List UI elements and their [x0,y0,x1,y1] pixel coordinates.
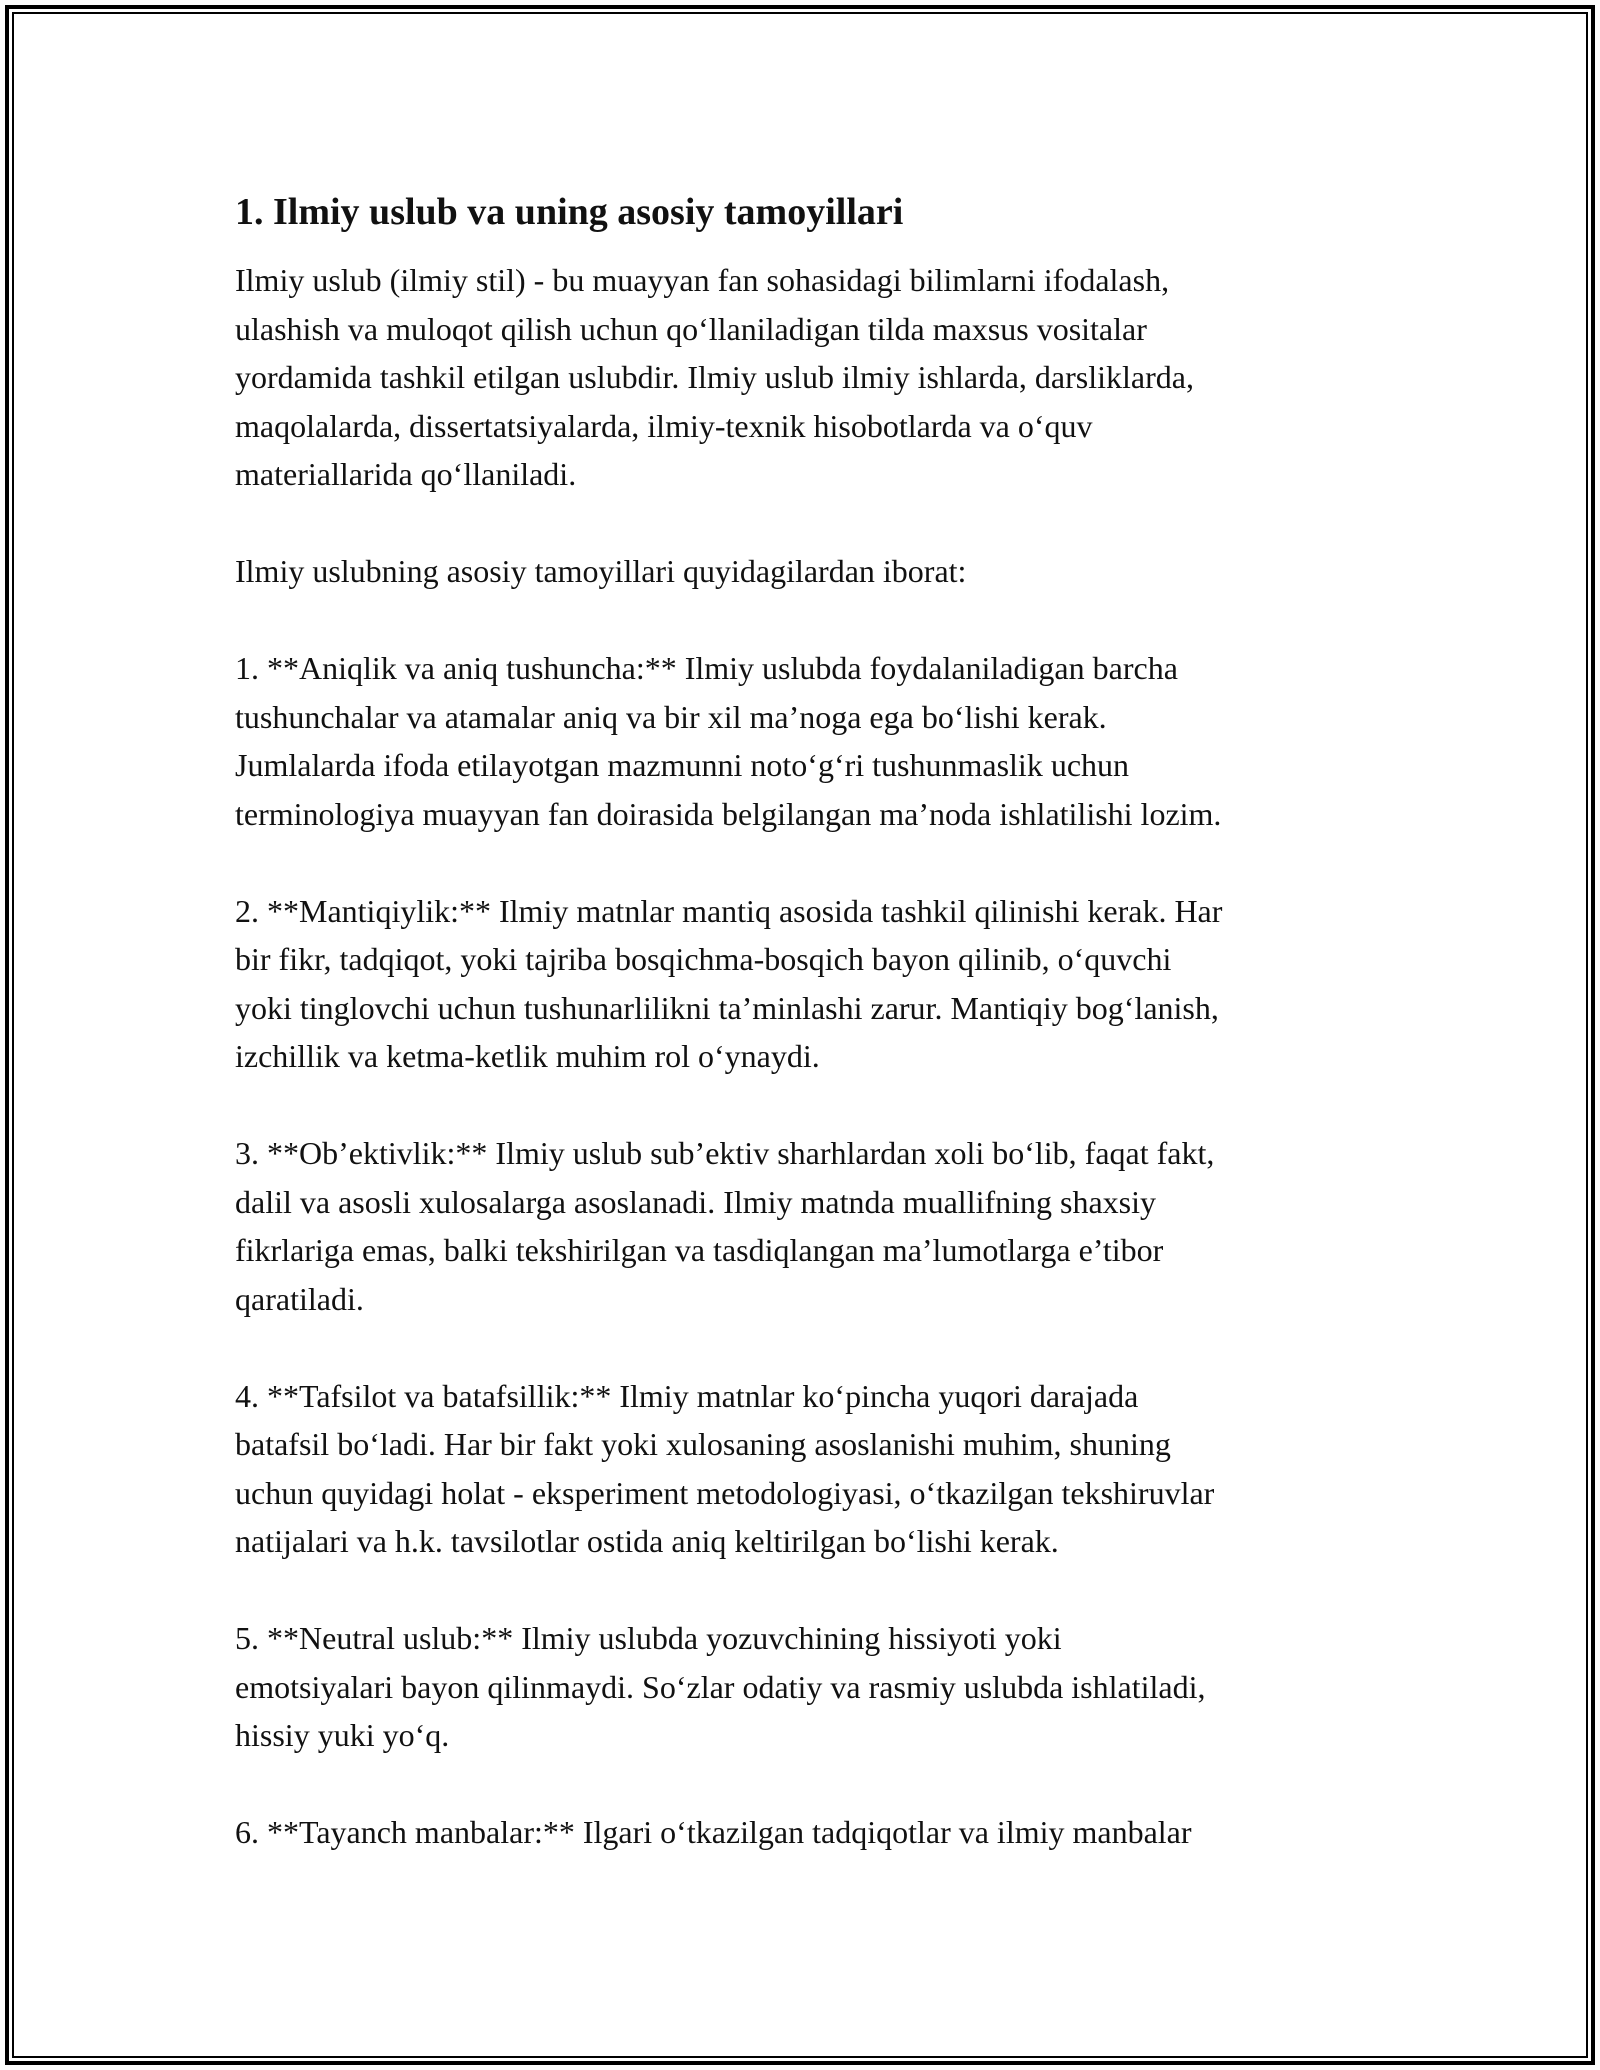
principle-6-paragraph: 6. **Tayanch manbalar:** Ilgari o‘tkazilgan tadqiqotlar va ilmiy manbalar [235,1814,1192,1850]
principle-1-paragraph: 1. **Aniqlik va aniq tushuncha:** Ilmiy uslubda foydalaniladigan barcha tushunchalar va atamalar aniq va bir xil ma’noga ega bo‘lishi kerak. Jumlalarda ifoda etilayotgan mazmunni noto‘g‘ri tushunmaslik uchun terminologiya muayyan fan doirasida belgilangan ma’noda ishlatilishi lozim. [235,650,1222,832]
principle-4-paragraph: 4. **Tafsilot va batafsillik:** Ilmiy matnlar ko‘pincha yuqori darajada batafsil bo‘ladi. Har bir fakt yoki xulosaning asoslanishi muhim, shuning uchun quyidagi holat - eksperiment metodologiyasi, o‘tkazilgan tekshiruvlar natijalari va h.k. tavsilotlar ostida aniq keltirilgan bo‘lishi kerak. [235,1377,1215,1559]
principles-lead-paragraph: Ilmiy uslubning asosiy tamoyillari quyidagilardan iborat: [235,553,967,589]
principle-5-paragraph: 5. **Neutral uslub:** Ilmiy uslubda yozuvchining hissiyoti yoki emotsiyalari bayon qilinmaydi. So‘zlar odatiy va rasmiy uslubda ishlatiladi, hissiy yuki yo‘q. [235,1620,1206,1753]
document-body [235,188,1375,1905]
document-title: 1. Ilmiy uslub va uning asosiy tamoyillari [235,191,904,233]
principle-3-paragraph: 3. **Ob’ektivlik:** Ilmiy uslub sub’ektiv sharhlardan xoli bo‘lib, faqat fakt, dalil va asosli xulosalarga asoslanadi. Ilmiy matnda muallifning shaxsiy fikrlariga emas, balki tekshirilgan va tasdiqlangan ma’lumotlarga e’tibor qaratiladi. [235,1135,1215,1317]
principle-2-paragraph: 2. **Mantiqiylik:** Ilmiy matnlar mantiq asosida tashkil qilinishi kerak. Har bir fikr, tadqiqot, yoki tajriba bosqichma-bosqich bayon qilinib, o‘quvchi yoki tinglovchi uchun tushunarlilikni ta’minlashi zarur. Mantiqiy bog‘lanish, izchillik va ketma-ketlik muhim rol o‘ynaydi. [235,892,1223,1074]
intro-paragraph: Ilmiy uslub (ilmiy stil) - bu muayyan fan sohasidagi bilimlarni ifodalash, ulashish va muloqot qilish uchun qo‘llaniladigan tilda maxsus vositalar yordamida tashkil etilgan uslubdir. Ilmiy uslub ilmiy ishlarda, darsliklarda, maqolalarda, dissertatsiyalarda, ilmiy-texnik hisobotlarda va o‘quv materiallarida qo‘llaniladi. [235,262,1194,492]
